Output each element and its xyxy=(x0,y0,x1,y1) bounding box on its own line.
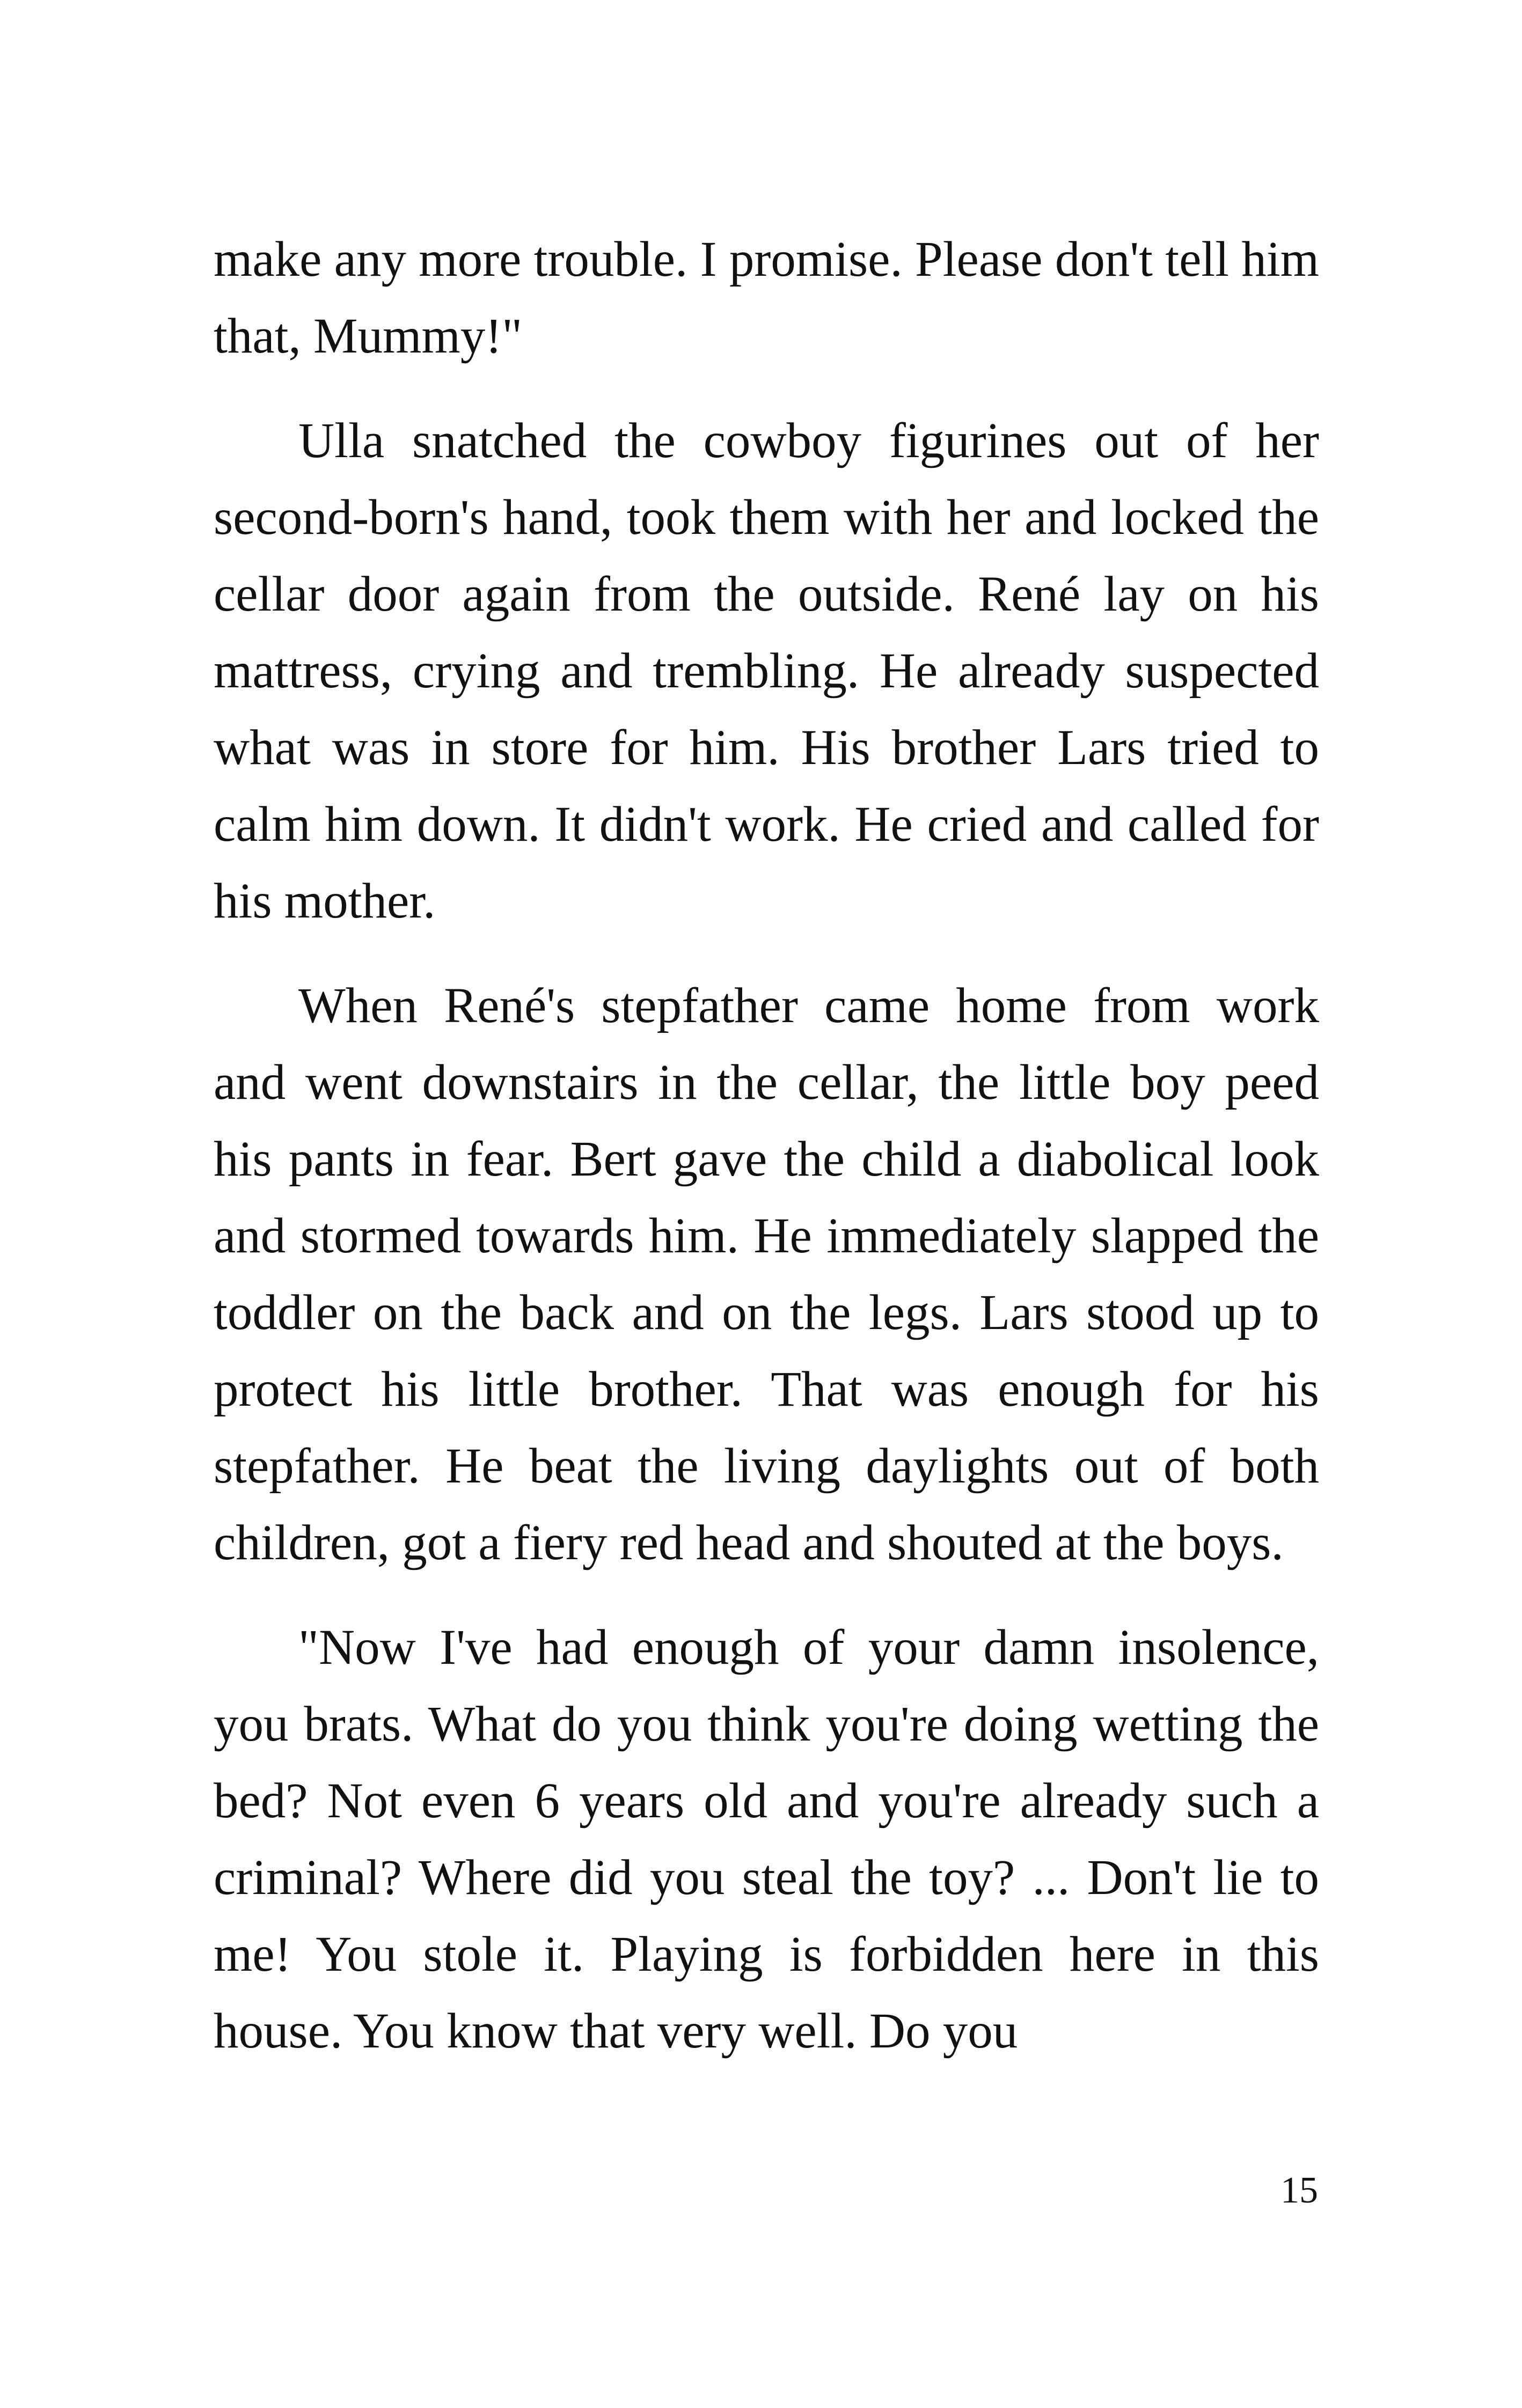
paragraph-stepfather: When René's stepfather came home from work and went downstairs in the cellar, the little boy peed his pants in fear. Bert gave the child a diabolical look and stormed towards him. He immediately slapped the toddler on the back and on the legs. Lars stood up to protect his little brother. That was enough for his stepfather. He beat the living daylights out of both children, got a fiery red head and shouted at the boys. xyxy=(214,978,1319,1570)
paragraph-continuation: make any more trouble. I promise. Please don't tell him that, Mummy!" xyxy=(214,232,1319,364)
page-number: 15 xyxy=(1280,2170,1318,2211)
body-text xyxy=(214,221,1319,2097)
paragraph-dialogue: "Now I've had enough of your damn insolence, you brats. What do you think you're doing wetting the bed? Not even 6 years old and you're already such a criminal? Where did you steal the toy? ... Don't lie to me! You stole it. Playing is forbidden here in this house. You know that very well. Do you xyxy=(214,1620,1319,2059)
paragraph-ulla: Ulla snatched the cowboy figurines out of her second-born's hand, took them with her and locked the cellar door again from the outside. René lay on his mattress, crying and trembling. He already suspected what was in store for him. His brother Lars tried to calm him down. It didn't work. He cried and called for his mother. xyxy=(214,413,1319,929)
